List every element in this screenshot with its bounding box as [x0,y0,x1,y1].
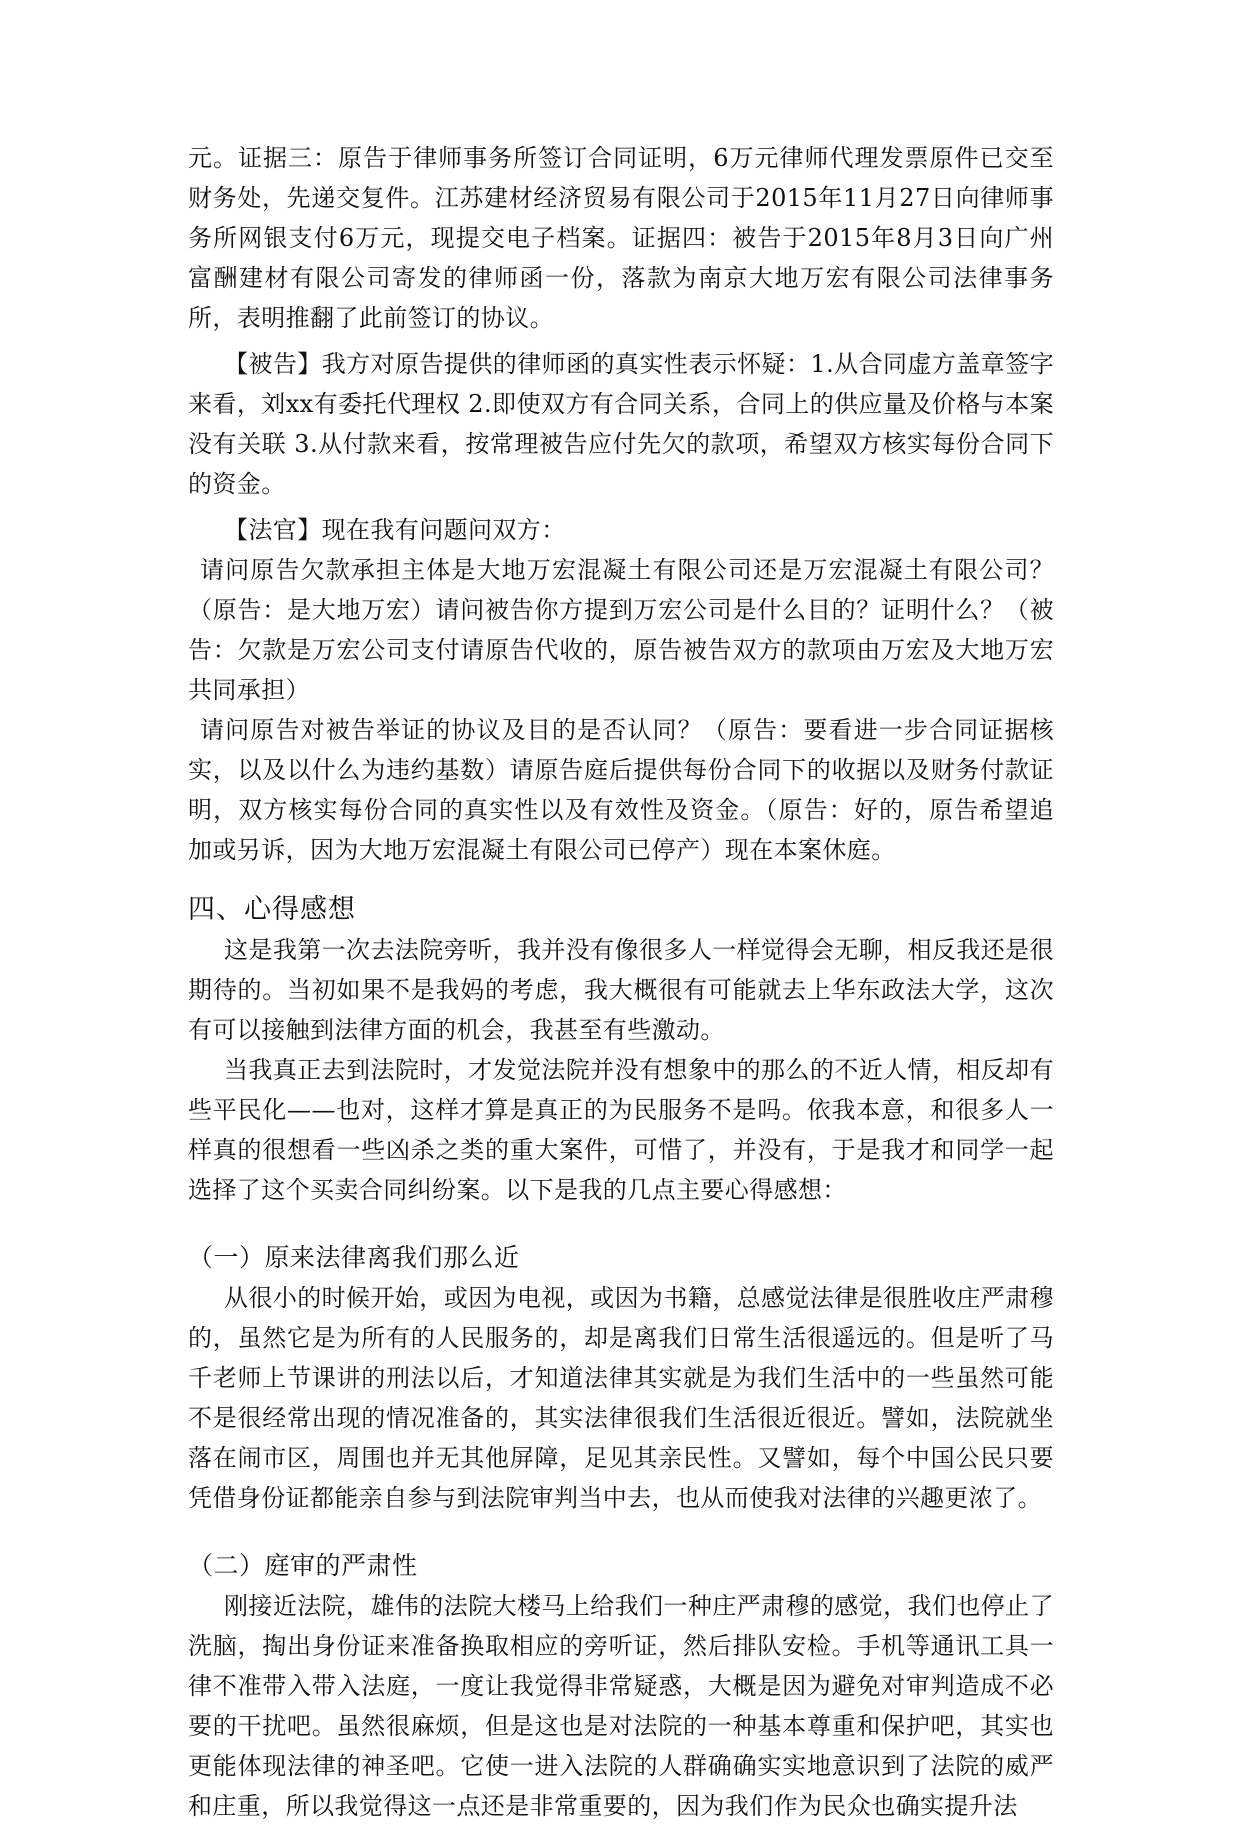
subsection-heading-2: （二）庭审的严肃性 [188,1551,418,1580]
paragraph-law-near: 从很小的时候开始，或因为电视，或因为书籍，总感觉法律是很胜收庄严肃穆的，虽然它是为所有的人民服务的，却是离我们日常生活很遥远的。但是听了马千老师上节课讲的刑法以后，才知道法律其实就是为我们生活中的一些虽然可能不是很经常出现的情况准备的，其实法律很我们生活很近很近。譬如，法院就坐落在闹市区，周围也并无其他屏障，足见其亲民性。又譬如，每个中国公民只要凭借身份证都能亲自参与到法院审判当中去，也从而使我对法律的兴趣更浓了。 [188,1284,1054,1512]
paragraph-judge: 【法官】现在我有问题问双方： [224,516,566,544]
paragraph-evidence: 元。证据三：原告于律师事务所签订合同证明，6万元律师代理发票原件已交至财务处，先递交复件。江苏建材经济贸易有限公司于2015年11月27日向律师事务所网银支付6万元，现提交电子档案。证据四：被告于2015年8月3日向广州富酬建材有限公司寄发的律师函一份，落款为南京大地万宏有限公司法律事务所，表明推翻了此前签订的协议。 [188,144,1054,332]
paragraph-first-visit: 这是我第一次去法院旁听，我并没有像很多人一样觉得会无聊，相反我还是很期待的。当初如果不是我妈的考虑，我大概很有可能就去上华东政法大学，这次有可以接触到法律方面的机会，我甚至有些激动。 [188,936,1054,1044]
paragraph-court-seriousness: 刚接近法院，雄伟的法院大楼马上给我们一种庄严肃穆的感觉，我们也停止了洗脑，掏出身份证来准备换取相应的旁听证，然后排队安检。手机等通讯工具一律不准带入带入法庭，一度让我觉得非常疑惑，大概是因为避免对审判造成不必要的干扰吧。虽然很麻烦，但是这也是对法院的一种基本尊重和保护吧，其实也更能体现法律的神圣吧。它使一进入法院的人群确确实实地意识到了法院的威严和庄重，所以我觉得这一点还是非常重要的，因为我们作为民众也确实提升法 [188,1592,1054,1820]
subsection-heading-1: （一）原来法律离我们那么近 [188,1243,520,1272]
section-heading-4: 四、心得感想 [188,894,356,925]
paragraph-question-2: 请问原告对被告举证的协议及目的是否认同？（原告：要看进一步合同证据核实，以及以什么为违约基数）请原告庭后提供每份合同下的收据以及财务付款证明，双方核实每份合同的真实性以及有效性及资金。（原告：好的，原告希望追加或另诉，因为大地万宏混凝土有限公司已停产）现在本案休庭。 [188,716,1054,864]
paragraph-impressions: 当我真正去到法院时，才发觉法院并没有想象中的那么的不近人情，相反却有些平民化——也对，这样才算是真正的为民服务不是吗。依我本意，和很多人一样真的很想看一些凶杀之类的重大案件，可惜了，并没有，于是我才和同学一起选择了这个买卖合同纠纷案。以下是我的几点主要心得感想： [188,1056,1054,1204]
paragraph-defendant: 【被告】我方对原告提供的律师函的真实性表示怀疑：1.从合同虚方盖章签字来看，刘xx有委托代理权 2.即使双方有合同关系，合同上的供应量及价格与本案没有关联 3.从付款来看，按常理被告应付先欠的款项，希望双方核实每份合同下的资金。 [188,350,1054,498]
paragraph-question-1: 请问原告欠款承担主体是大地万宏混凝土有限公司还是万宏混凝土有限公司？（原告：是大地万宏）请问被告你方提到万宏公司是什么目的？证明什么？（被告：欠款是万宏公司支付请原告代收的，原告被告双方的款项由万宏及大地万宏共同承担） [188,556,1054,704]
document-page [188,138,1054,1826]
